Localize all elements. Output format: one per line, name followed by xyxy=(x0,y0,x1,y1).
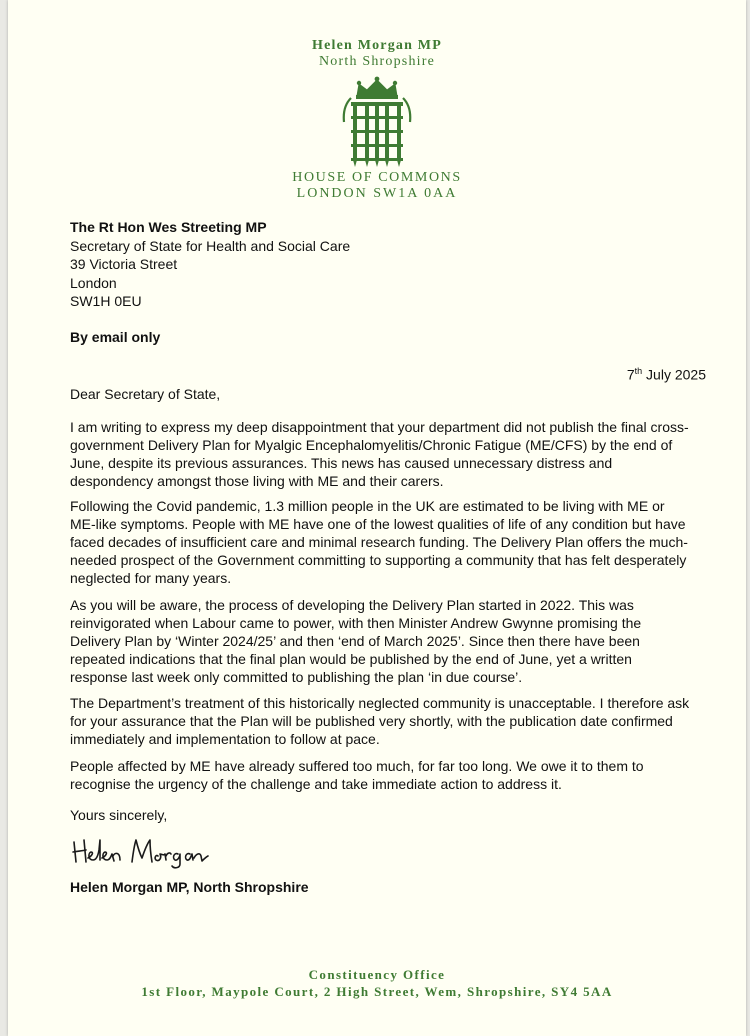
recipient-postcode: SW1H 0EU xyxy=(70,293,142,309)
letter-page xyxy=(8,0,746,1036)
letter-date xyxy=(627,366,706,383)
date-suffix: th xyxy=(634,366,643,376)
recipient-street: 39 Victoria Street xyxy=(70,256,178,272)
footer xyxy=(8,966,746,1000)
letterhead-mp-name: Helen Morgan MP xyxy=(312,38,442,53)
paragraph-3: As you will be aware, the process of developing the Delivery Plan started in 2022. This was reinvigorated when Labour came to power, with then Minister Andrew Gwynne promising the Delivery Plan by ‘Winter 2024/25’ and then ‘end of March 2025’. Since then there have been repeated indications that the final plan would be published by the end of June, yet a written response last week only committed to publishing the plan ‘in due course’. xyxy=(70,597,642,685)
recipient-address xyxy=(70,218,692,311)
portcullis-icon xyxy=(337,76,417,168)
date-rest: July 2025 xyxy=(642,366,706,383)
paragraph-4: The Department’s treatment of this historically neglected community is unacceptable. I therefore ask for your assurance that the Plan will be published very shortly, with the publication date confirmed immediately and implementation to follow at pace. xyxy=(70,695,690,747)
letterhead-constituency: North Shropshire xyxy=(318,54,436,69)
signoff: Helen Morgan MP, North Shropshire xyxy=(70,879,309,895)
date-day: 7 xyxy=(626,366,635,383)
paragraph-1: I am writing to express my deep disappointment that your department did not publish the final cross-government Delivery Plan for Myalgic Encephalomyelitis/Chronic Fatigue (ME/CFS) by the end of June, despite its previous assurances. This news has caused unnecessary distress and despondency amongst those living with ME and their carers. xyxy=(70,419,689,489)
handwritten-signature xyxy=(70,834,230,870)
paragraph-2: Following the Covid pandemic, 1.3 million people in the UK are estimated to be living with ME or ME-like symptoms. People with ME have one of the lowest qualities of life of any condition but have faced decades of insufficient care and minimal research funding. The Delivery Plan offers the much-needed prospect of the Government committing to supporting a community that has felt desperately neglected for many years. xyxy=(70,498,688,586)
recipient-name: The Rt Hon Wes Streeting MP xyxy=(70,219,267,235)
paragraph-5: People affected by ME have already suffered too much, for far too long. We owe it to them to recognise the urgency of the challenge and take immediate action to address it. xyxy=(70,758,644,792)
closing: Yours sincerely, xyxy=(70,807,168,823)
recipient-title: Secretary of State for Health and Social Care xyxy=(70,237,351,254)
delivery-note: By email only xyxy=(70,329,161,345)
letterhead-house: HOUSE OF COMMONS xyxy=(292,170,462,185)
salutation: Dear Secretary of State, xyxy=(70,386,221,402)
letterhead-address: LONDON SW1A 0AA xyxy=(296,186,458,201)
footer-office: Constituency Office xyxy=(308,967,446,982)
letterhead xyxy=(8,38,746,202)
recipient-city: London xyxy=(70,274,117,291)
footer-address: 1st Floor, Maypole Court, 2 High Street, Wem, Shropshire, SY4 5AA xyxy=(141,984,613,999)
